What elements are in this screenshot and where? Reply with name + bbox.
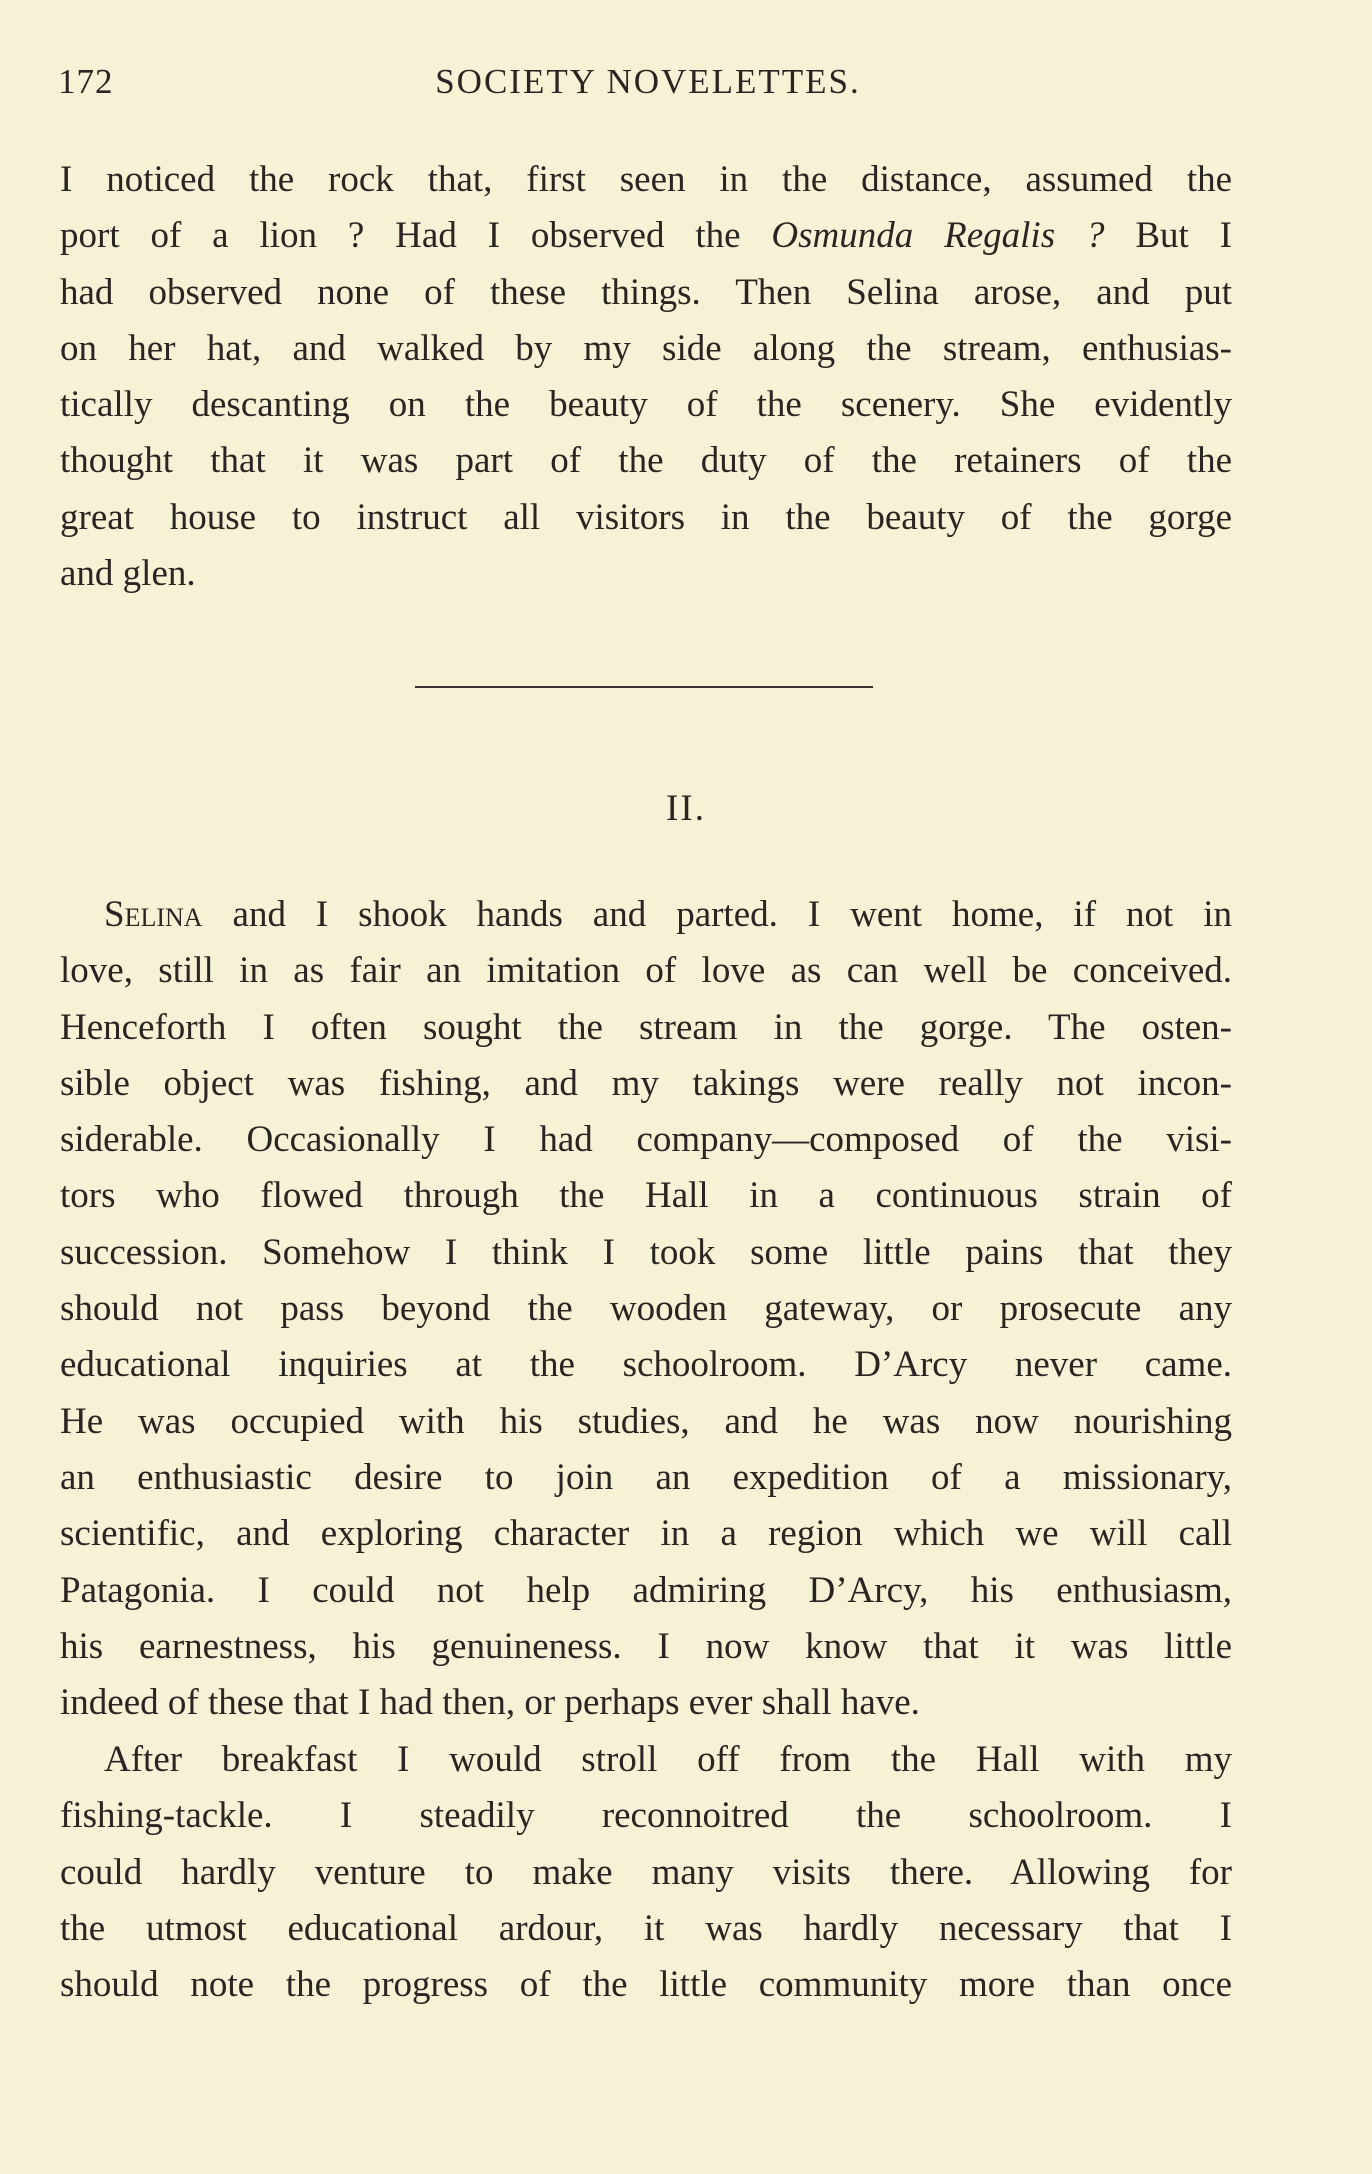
section-divider-rule bbox=[415, 686, 873, 688]
text-line: indeed of these that I had then, or perhaps ever shall have. bbox=[60, 1682, 920, 1724]
running-head bbox=[58, 62, 1238, 112]
section-number: II. bbox=[666, 788, 706, 829]
text-line: succession. Somehow I think I took some little pains that they bbox=[60, 1231, 1232, 1273]
text-line bbox=[60, 887, 1232, 943]
text-line: his earnestness, his genuineness. I now know that it was little bbox=[60, 1625, 1232, 1667]
text-line: scientific, and exploring character in a region which we will call bbox=[60, 1513, 1232, 1555]
text-line: sible object was fishing, and my takings were really not incon- bbox=[60, 1062, 1232, 1104]
text-line: siderable. Occasionally I had company—composed of the visi- bbox=[60, 1119, 1232, 1161]
text-line: should not pass beyond the wooden gateway, or prosecute any bbox=[60, 1288, 1232, 1330]
text-line: on her hat, and walked by my side along the stream, enthusias- bbox=[60, 327, 1232, 369]
text-line: tically descanting on the beauty of the scenery. She evidently bbox=[60, 384, 1232, 426]
text-line: Henceforth I often sought the stream in the gorge. The osten- bbox=[60, 1006, 1232, 1048]
opening-word: Selina bbox=[104, 894, 203, 935]
page-number: 172 bbox=[58, 62, 114, 101]
text-line: love, still in as fair an imitation of love as can well be conceived. bbox=[60, 950, 1232, 992]
text-line: I noticed the rock that, first seen in the distance, assumed the bbox=[60, 159, 1232, 200]
text-line: an enthusiastic desire to join an expedition of a missionary, bbox=[60, 1456, 1232, 1498]
text-line: could hardly venture to make many visits there. Allowing for bbox=[60, 1851, 1232, 1893]
text-fragment: port of a lion ? Had I observed the bbox=[60, 215, 741, 257]
text-fragment: and I shook hands and parted. I went home, if not in bbox=[202, 894, 1232, 935]
text-line: the utmost educational ardour, it was hardly necessary that I bbox=[60, 1907, 1232, 1949]
text-line: tors who flowed through the Hall in a continuous strain of bbox=[60, 1175, 1232, 1217]
text-line: had observed none of these things. Then Selina arose, and put bbox=[60, 271, 1232, 313]
text-line: thought that it was part of the duty of the retainers of the bbox=[60, 440, 1232, 482]
text-line: should note the progress of the little community more than once bbox=[60, 1964, 1232, 2006]
text-line: He was occupied with his studies, and he was now nourishing bbox=[60, 1400, 1232, 1442]
text-line: Patagonia. I could not help admiring D’Arcy, his enthusiasm, bbox=[60, 1569, 1232, 1611]
text-line bbox=[60, 208, 1232, 264]
paragraph-3 bbox=[60, 1732, 1232, 2013]
paragraph-1 bbox=[60, 152, 1232, 602]
paragraph-2 bbox=[60, 887, 1232, 1731]
text-line: great house to instruct all visitors in the beauty of the gorge bbox=[60, 496, 1232, 538]
text-line: After breakfast I would stroll off from the Hall with my bbox=[104, 1739, 1232, 1780]
italic-term: Osmunda Regalis ? bbox=[771, 215, 1105, 257]
text-line: fishing-tackle. I steadily reconnoitred the schoolroom. I bbox=[60, 1795, 1232, 1837]
book-title: SOCIETY NOVELETTES. bbox=[435, 62, 861, 101]
text-line: and glen. bbox=[60, 553, 196, 595]
text-fragment: But I bbox=[1104, 215, 1232, 257]
text-line: educational inquiries at the schoolroom. D’Arcy never came. bbox=[60, 1344, 1232, 1386]
